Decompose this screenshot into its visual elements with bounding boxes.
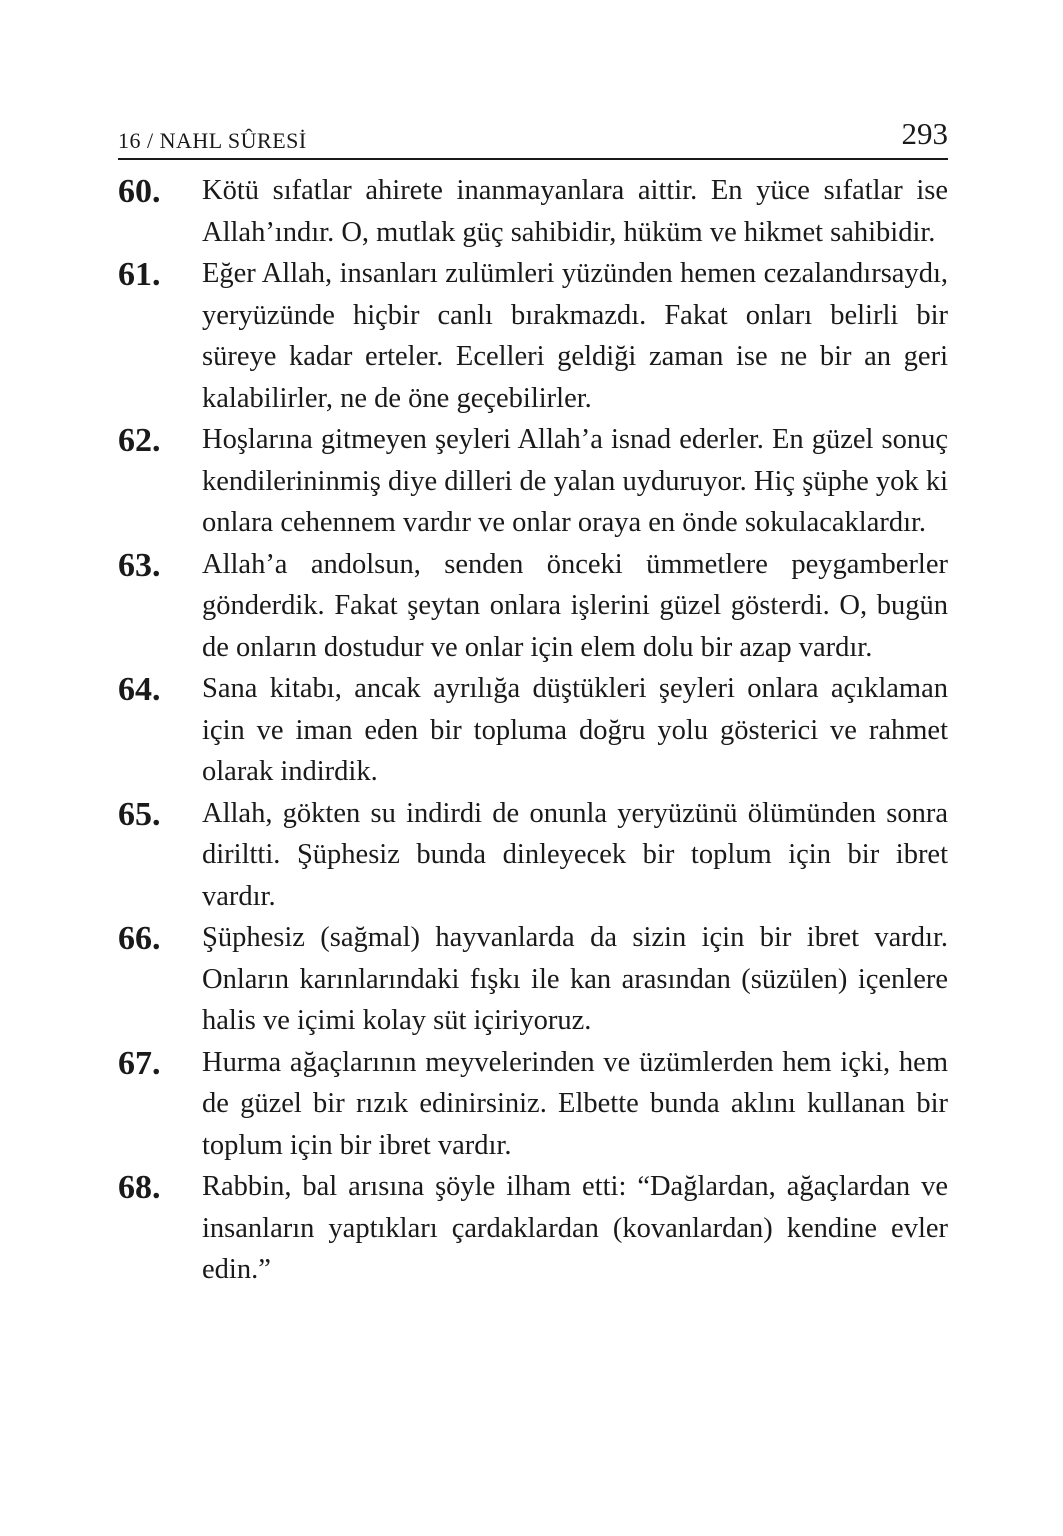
verse-text: Rabbin, bal arısına şöyle ilham etti: “Dağlardan, ağaçlardan ve insanların yaptıkları çardaklardan (kovanlardan) kendine evler edin.” [202, 1171, 948, 1285]
chapter-title: 16 / NAHL SÛRESİ [118, 128, 307, 153]
verse-list [118, 170, 948, 1291]
verse-68 [118, 1166, 948, 1291]
verse-number: 68. [118, 1169, 161, 1206]
verse-text: Eğer Allah, insanları zulümleri yüzünden hemen cezalandırsaydı, yeryüzünde hiçbir canlı bırakmazdı. Fakat onları belirli bir süreye kadar erteler. Ecelleri geldiği zaman ise ne bir an geri kalabilirler, ne de öne geçebilirler. [202, 258, 948, 414]
page-header [118, 112, 948, 160]
verse-text: Sana kitabı, ancak ayrılığa düştükleri şeyleri onlara açıklaman için ve iman eden bir topluma doğru yolu gösterici ve rahmet olarak indirdik. [202, 673, 948, 787]
verse-number: 61. [118, 256, 161, 293]
verse-65 [118, 793, 948, 918]
verse-number: 60. [118, 173, 161, 210]
verse-number: 62. [118, 422, 161, 459]
verse-66 [118, 917, 948, 1042]
verse-text: Kötü sıfatlar ahirete inanmayanlara aittir. En yüce sıfatlar ise Allah’ındır. O, mutlak güç sahibidir, hüküm ve hikmet sahibidir. [202, 175, 948, 248]
verse-60 [118, 170, 948, 253]
verse-63 [118, 544, 948, 669]
verse-text: Hurma ağaçlarının meyvelerinden ve üzümlerden hem içki, hem de güzel bir rızık edinirsiniz. Elbette bunda aklını kullanan bir toplum için bir ibret vardır. [202, 1046, 948, 1161]
verse-number: 65. [118, 795, 161, 833]
verse-number: 66. [118, 920, 161, 957]
verse-text: Hoşlarına gitmeyen şeyleri Allah’a isnad ederler. En güzel sonuç kendilerininmiş diye dilleri de yalan uyduruyor. Hiç şüphe yok ki onlara cehennem vardır ve onlar oraya en önde sokulacaklardır. [202, 424, 948, 538]
verse-text: Allah, gökten su indirdi de onunla yeryüzünü ölümünden sonra diriltti. Şüphesiz bunda dinleyecek bir toplum için bir ibret vardır. [202, 797, 948, 912]
verse-64 [118, 668, 948, 793]
verse-61 [118, 253, 948, 419]
verse-67 [118, 1042, 948, 1167]
page-number: 293 [901, 116, 948, 151]
verse-number: 63. [118, 546, 161, 584]
verse-number: 67. [118, 1044, 161, 1082]
verse-number: 64. [118, 671, 161, 708]
verse-text: Allah’a andolsun, senden önceki ümmetlere peygamberler gönderdik. Fakat şeytan onlara işlerini güzel gösterdi. O, bugün de onların dostudur ve onlar için elem dolu bir azap vardır. [202, 548, 948, 663]
verse-text: Şüphesiz (sağmal) hayvanlarda da sizin için bir ibret vardır. Onların karınlarındaki fışkı ile kan arasından (süzülen) içenlere halis ve içimi kolay süt içiriyoruz. [202, 922, 948, 1036]
verse-62 [118, 419, 948, 544]
